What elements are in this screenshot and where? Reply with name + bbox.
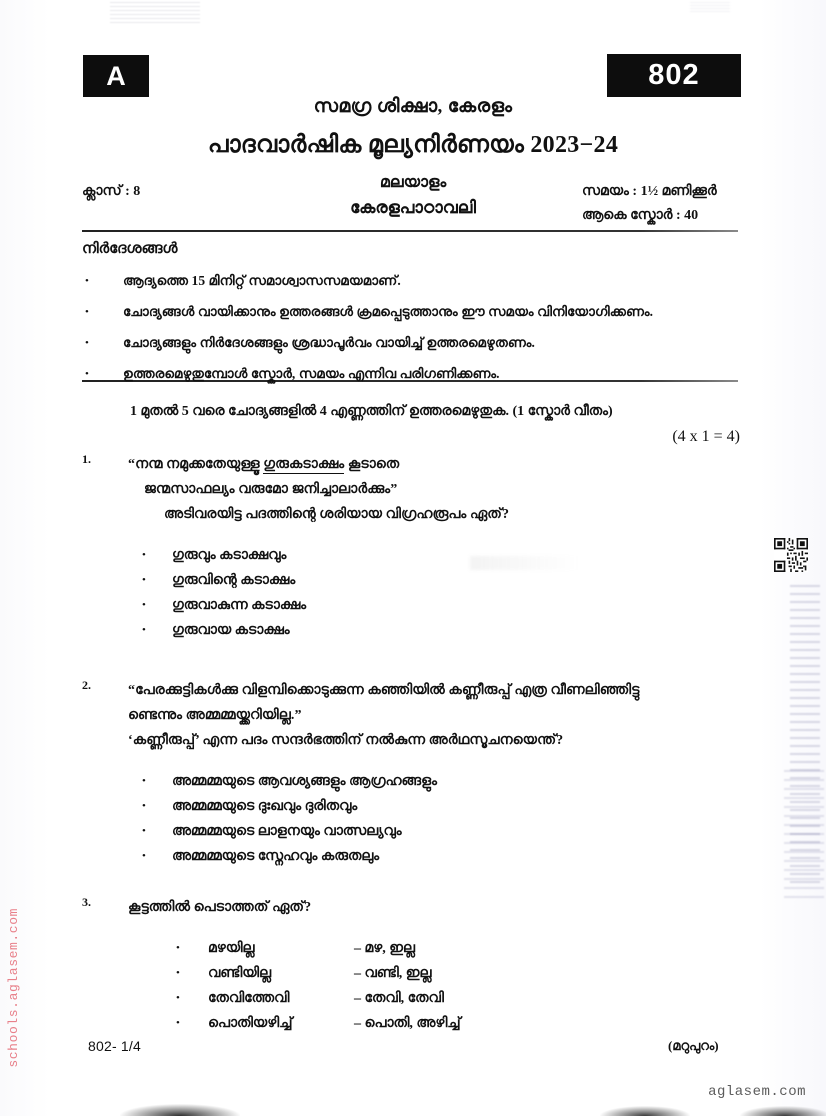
- bullet-icon: •: [176, 942, 180, 954]
- question-text-segment: ണ്ടെന്നും അമ്മമ്മയ്ക്കറിയില്ല.”: [128, 708, 302, 723]
- bullet-icon: •: [142, 850, 146, 862]
- time-label: സമയം : 1½ മണിക്കൂർ: [582, 184, 717, 199]
- option-item[interactable]: [128, 1011, 762, 1036]
- question-text-line: [128, 678, 762, 703]
- instruction-item: [82, 272, 742, 290]
- instruction-item: [82, 365, 742, 383]
- paper-code-box: 802: [608, 55, 740, 96]
- scan-artifact-top-right: [690, 2, 730, 12]
- question-text-segment: അടിവരയിട്ട പദത്തിന്റെ ശരിയായ വിഗ്രഹരൂപം ഏത്?: [164, 507, 510, 522]
- instruction-text: ചോദ്യങ്ങൾ വായിക്കാനും ഉത്തരങ്ങൾ ക്രമപ്പെടുത്താനും ഈ സമയം വിനിയോഗിക്കണം.: [123, 304, 654, 319]
- bullet-icon: •: [142, 775, 146, 787]
- question-text-segment: ‘കണ്ണീരുപ്പ്’ എന്ന പദം സന്ദർഭത്തിന് നൽകുന്ന അർഥസൂചനയെന്ത്?: [128, 733, 564, 748]
- bullet-icon: •: [176, 992, 180, 1004]
- bullet-icon: •: [176, 967, 180, 979]
- instructions-heading: നിർദേശങ്ങൾ: [82, 241, 178, 257]
- question-number: 3.: [82, 895, 91, 909]
- scan-artifact-bottom-mid: [600, 1106, 690, 1116]
- option-split-form: – വണ്ടി, ഇല്ല: [354, 966, 432, 981]
- bullet-icon: •: [85, 368, 89, 380]
- option-split-form: – മഴ, ഇല്ല: [354, 941, 415, 956]
- option-label: ഗുരുവിന്റെ കടാക്ഷം: [172, 573, 296, 588]
- option-label: തേവിത്തേവി: [208, 991, 290, 1006]
- option-item[interactable]: [128, 844, 762, 869]
- option-item[interactable]: [128, 618, 762, 643]
- option-item[interactable]: [128, 986, 762, 1011]
- bullet-icon: •: [142, 825, 146, 837]
- question-block: [82, 678, 762, 869]
- question-text-segment: കൂട്ടത്തിൽ പെടാത്തത് ഏത്?: [128, 900, 312, 915]
- option-label: അമ്മമ്മയുടെ ദുഃഖവും ദുരിതവും: [172, 799, 358, 814]
- option-list: [128, 936, 762, 1036]
- option-label: വണ്ടിയില്ല: [208, 966, 272, 981]
- bullet-icon: •: [176, 1017, 180, 1029]
- underlined-word: ഗുരുകടാക്ഷം: [263, 457, 345, 472]
- bullet-icon: •: [142, 800, 146, 812]
- question-text-segment: ജന്മസാഫല്യം വരുമോ ജനിച്ചാലാർക്കും”: [144, 482, 398, 497]
- organisation-name: സമഗ്ര ശിക്ഷാ, കേരളം: [313, 96, 513, 117]
- max-score-label: ആകെ സ്കോർ : 40: [582, 208, 699, 223]
- option-split-form: – പൊതി, അഴിച്ച്: [354, 1016, 461, 1031]
- bullet-icon: •: [142, 549, 146, 561]
- class-label: ക്ലാസ് : 8: [82, 184, 141, 199]
- instruction-text: ചോദ്യങ്ങളും നിർദേശങ്ങളും ശ്രദ്ധാപൂർവം വായിച്ച് ഉത്തരമെഴുതണം.: [123, 335, 535, 350]
- option-label: ഗുരുവായ കടാക്ഷം: [172, 623, 290, 638]
- option-label: അമ്മമ്മയുടെ ആവശ്യങ്ങളും ആഗ്രഹങ്ങളും: [172, 774, 437, 789]
- bullet-icon: •: [85, 337, 89, 349]
- instruction-text: ഉത്തരമെഴുതുമ്പോൾ സ്കോർ, സമയം എന്നിവ പരിഗണിക്കണം.: [123, 366, 500, 381]
- bullet-icon: •: [85, 306, 89, 318]
- option-item[interactable]: [128, 543, 762, 568]
- question-text-segment: “പേരക്കുട്ടികൾക്കു വിളമ്പിക്കൊടുക്കുന്ന കഞ്ഞിയിൽ കണ്ണീരുപ്പ് എത്ര വീണലിഞ്ഞിട്ടു: [128, 683, 640, 698]
- question-text-line: [128, 895, 762, 920]
- question-text-line: [128, 477, 762, 502]
- instruction-item: [82, 303, 742, 321]
- option-split-form: – തേവി, തേവി: [354, 991, 444, 1006]
- question-number: 2.: [82, 678, 91, 692]
- instruction-text: ആദ്യത്തെ 15 മിനിറ്റ് സമാശ്വാസസമയമാണ്.: [123, 273, 401, 288]
- instruction-item: [82, 334, 742, 352]
- question-text-line: [128, 728, 762, 753]
- subject-name: മലയാളം: [379, 174, 447, 191]
- scan-artifact-bottom-right: [740, 1106, 826, 1116]
- bullet-icon: •: [142, 599, 146, 611]
- page-title: പാദവാർഷിക മൂല്യനിർണയം 2023−24: [207, 132, 619, 158]
- scan-artifact-right-lower: [784, 770, 824, 900]
- question-block: [82, 452, 762, 643]
- question-text-segment: കൂടാതെ: [344, 457, 400, 472]
- option-label: ഗുരുവാകുന്ന കടാക്ഷം: [172, 598, 307, 613]
- scan-artifact-bottom-left: [120, 1104, 240, 1116]
- option-item[interactable]: [128, 961, 762, 986]
- divider-top: [82, 230, 738, 232]
- bullet-icon: •: [85, 275, 89, 287]
- question-number: 1.: [82, 452, 91, 466]
- section-weight: (4 x 1 = 4): [672, 428, 740, 445]
- option-item[interactable]: [128, 936, 762, 961]
- question-body: [128, 452, 762, 643]
- footer-continued: (മറുപുറം): [668, 1038, 719, 1053]
- footer-page-code: 802- 1/4: [88, 1038, 141, 1054]
- instructions-list: [82, 272, 742, 396]
- textbook-name: കേരളപാഠാവലി: [350, 198, 476, 217]
- question-body: [128, 895, 762, 1036]
- question-block: [82, 895, 762, 1036]
- option-item[interactable]: [128, 819, 762, 844]
- section-direction: 1 മുതൽ 5 വരെ ചോദ്യങ്ങളിൽ 4 എണ്ണത്തിന് ഉത്തരമെഴുതുക. (1 സ്കോർ വീതം): [130, 404, 613, 419]
- option-list: [128, 769, 762, 869]
- option-label: അമ്മമ്മയുടെ സ്നേഹവും കരുതലും: [172, 849, 380, 864]
- question-text-segment: “നന്മ നമുക്കതേയുള്ളൂ: [128, 457, 264, 472]
- question-text-line: [128, 502, 762, 527]
- bullet-icon: •: [142, 574, 146, 586]
- question-text-line: [128, 703, 762, 728]
- option-item[interactable]: [128, 568, 762, 593]
- option-item[interactable]: [128, 769, 762, 794]
- set-code-box: A: [84, 56, 148, 96]
- watermark-bottom: aglasem.com: [708, 1084, 806, 1100]
- option-label: ഗുരുവും കടാക്ഷവും: [172, 548, 287, 563]
- option-list: [128, 543, 762, 643]
- bullet-icon: •: [142, 624, 146, 636]
- option-label: അമ്മമ്മയുടെ ലാളനയും വാത്സല്യവും: [172, 824, 402, 839]
- watermark-left: schools.aglasem.com: [6, 908, 21, 1068]
- option-label: മഴയില്ല: [208, 941, 255, 956]
- question-text-line: [128, 452, 762, 477]
- question-body: [128, 678, 762, 869]
- option-item[interactable]: [128, 794, 762, 819]
- qr-code-icon: [774, 534, 808, 576]
- scan-artifact-top: [110, 2, 200, 24]
- option-item[interactable]: [128, 593, 762, 618]
- option-label: പൊതിയഴിച്ച്: [208, 1016, 293, 1031]
